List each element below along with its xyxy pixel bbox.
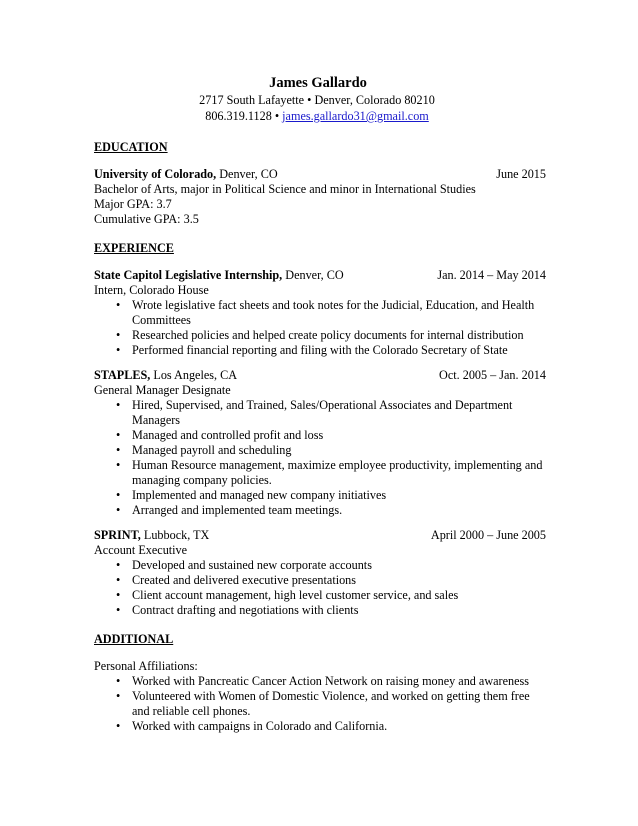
degree-line: Bachelor of Arts, major in Political Science and minor in International Studies bbox=[94, 182, 476, 196]
bullet-icon: • bbox=[116, 588, 121, 602]
additional-bullets bbox=[94, 674, 546, 734]
list-item: • Developed and sustained new corporate accounts bbox=[116, 558, 372, 572]
resume-name: James Gallardo bbox=[269, 75, 367, 91]
job-entry-staples bbox=[94, 368, 546, 518]
list-item: • Managed payroll and scheduling bbox=[116, 443, 292, 457]
job-location: Los Angeles, CA bbox=[153, 368, 238, 382]
list-item: • Volunteered with Women of Domestic Violence, and worked on getting them free and reliable cell phones. bbox=[116, 689, 530, 718]
job-role: Intern, Colorado House bbox=[94, 283, 209, 297]
list-item: • Human Resource management, maximize employee productivity, implementing and managing company policies. bbox=[116, 458, 543, 487]
bullet-icon: • bbox=[116, 458, 121, 472]
job-location: Lubbock, TX bbox=[143, 528, 210, 542]
job-date: Oct. 2005 – Jan. 2014 bbox=[439, 368, 546, 382]
job-role: General Manager Designate bbox=[94, 383, 231, 397]
job-date: April 2000 – June 2005 bbox=[430, 528, 546, 542]
bullet-icon: • bbox=[116, 328, 121, 342]
list-item: • Researched policies and helped create policy documents for internal distribution bbox=[116, 328, 524, 342]
additional-subheading: Personal Affiliations: bbox=[94, 659, 198, 673]
experience-heading: EXPERIENCE bbox=[94, 241, 174, 255]
job-location: Denver, CO bbox=[285, 268, 344, 282]
bullet-icon: • bbox=[116, 674, 121, 688]
list-item: • Contract drafting and negotiations with clients bbox=[116, 603, 359, 617]
education-row bbox=[94, 167, 546, 182]
bullet-icon: • bbox=[116, 488, 121, 502]
list-item: • Hired, Supervised, and Trained, Sales/Operational Associates and Department Managers bbox=[116, 398, 513, 427]
bullet-icon: • bbox=[116, 558, 121, 572]
email-link[interactable]: james.gallardo31@gmail.com bbox=[282, 109, 429, 123]
job-bullets bbox=[94, 398, 546, 518]
list-item: • Arranged and implemented team meetings. bbox=[116, 503, 343, 517]
job-date: Jan. 2014 – May 2014 bbox=[437, 268, 546, 282]
major-gpa: Major GPA: 3.7 bbox=[94, 197, 172, 211]
bullet-icon: • bbox=[116, 398, 121, 412]
bullet-icon: • bbox=[116, 298, 121, 312]
bullet-icon: • bbox=[116, 443, 121, 457]
job-org: State Capitol Legislative Internship, bbox=[94, 268, 283, 282]
bullet-icon: • bbox=[116, 343, 121, 357]
bullet-icon: • bbox=[116, 719, 121, 733]
job-bullets bbox=[94, 298, 546, 358]
job-org: STAPLES, bbox=[94, 368, 151, 382]
list-item: • Performed financial reporting and filing with the Colorado Secretary of State bbox=[116, 343, 508, 357]
education-date: June 2015 bbox=[496, 167, 546, 181]
list-item: • Created and delivered executive presentations bbox=[116, 573, 357, 587]
bullet-icon: • bbox=[116, 428, 121, 442]
phone-number: 806.319.1128 • bbox=[205, 109, 280, 123]
bullet-icon: • bbox=[116, 573, 121, 587]
phone-email-line bbox=[88, 108, 546, 124]
education-heading: EDUCATION bbox=[94, 140, 168, 154]
job-bullets bbox=[94, 558, 546, 618]
list-item: • Wrote legislative fact sheets and took notes for the Judicial, Education, and Health Committees bbox=[116, 298, 535, 327]
additional-heading: ADDITIONAL bbox=[94, 632, 174, 646]
job-role: Account Executive bbox=[94, 543, 188, 557]
bullet-icon: • bbox=[116, 503, 121, 517]
bullet-icon: • bbox=[116, 689, 121, 703]
address-line: 2717 South Lafayette • Denver, Colorado 80210 bbox=[199, 93, 435, 107]
resume-page bbox=[94, 74, 546, 734]
school-location: Denver, CO bbox=[219, 167, 278, 181]
list-item: • Client account management, high level customer service, and sales bbox=[116, 588, 459, 602]
list-item: • Worked with campaigns in Colorado and California. bbox=[116, 719, 388, 733]
school-name: University of Colorado, bbox=[94, 167, 217, 181]
job-org: SPRINT, bbox=[94, 528, 141, 542]
list-item: • Managed and controlled profit and loss bbox=[116, 428, 324, 442]
job-entry-sprint bbox=[94, 528, 546, 618]
list-item: • Implemented and managed new company initiatives bbox=[116, 488, 387, 502]
job-entry-internship bbox=[94, 268, 546, 358]
list-item: • Worked with Pancreatic Cancer Action Network on raising money and awareness bbox=[116, 674, 530, 688]
bullet-icon: • bbox=[116, 603, 121, 617]
cumulative-gpa: Cumulative GPA: 3.5 bbox=[94, 212, 199, 226]
